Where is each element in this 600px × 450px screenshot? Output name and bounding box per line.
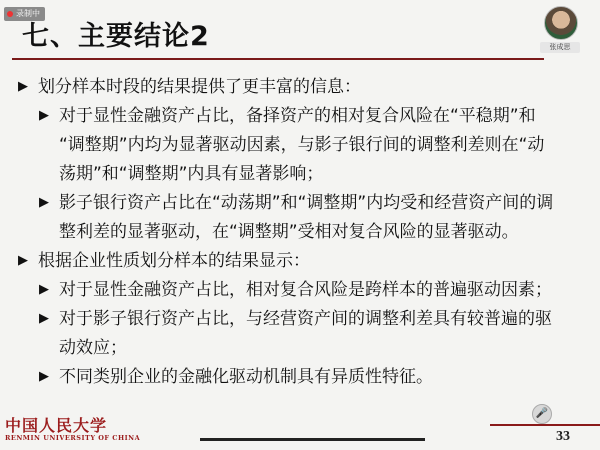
bullet-triangle-right-icon: ▶ — [39, 369, 49, 384]
bullet-text: 不同类别企业的金融化驱动机制具有异质性特征。 — [59, 367, 433, 387]
microphone-icon[interactable]: 🎤 — [532, 404, 552, 424]
bullet-triangle-right-icon: ▶ — [39, 108, 49, 123]
bullet-text: 根据企业性质划分样本的结果显示： — [38, 251, 310, 271]
playback-progress-bar[interactable] — [200, 438, 425, 441]
slide-title: 七、主要结论2 — [22, 21, 210, 52]
bullet-text-continuation: 整利差的显著驱动，在“调整期”受相对复合风险的显著驱动。 — [59, 222, 519, 242]
bullet-triangle-right-icon: ▶ — [39, 282, 49, 297]
bullet-text-continuation: 动效应； — [59, 338, 127, 358]
speaker-avatar[interactable] — [544, 6, 578, 40]
bullet-text: 划分样本时段的结果提供了更丰富的信息： — [38, 77, 361, 97]
bullet-text-continuation: “调整期”内均为显著驱动因素，与影子银行间的调整利差则在“动 — [59, 135, 545, 155]
recording-badge-label: 录制中 — [16, 9, 40, 18]
page-number: 33 — [556, 429, 570, 444]
university-logo-cn: 中国人民大学 — [5, 416, 108, 435]
title-divider — [12, 58, 544, 60]
bullet-triangle-right-icon: ▶ — [18, 253, 28, 268]
recording-dot-icon — [7, 11, 13, 17]
bullet-text-continuation: 荡期”和“调整期”内具有显著影响； — [59, 164, 324, 184]
bullet-text: 对于影子银行资产占比，与经营资产间的调整利差具有较普遍的驱 — [59, 309, 552, 329]
bullet-triangle-right-icon: ▶ — [18, 79, 28, 94]
bullet-text: 对于显性金融资产占比，相对复合风险是跨样本的普遍驱动因素； — [59, 280, 552, 300]
bullet-triangle-right-icon: ▶ — [39, 195, 49, 210]
bullet-triangle-right-icon: ▶ — [39, 311, 49, 326]
bullet-text: 影子银行资产占比在“动荡期”和“调整期”内均受和经营资产间的调 — [59, 193, 554, 213]
bullet-text: 对于显性金融资产占比，备择资产的相对复合风险在“平稳期”和 — [59, 106, 536, 126]
footer-divider — [490, 424, 600, 426]
speaker-name-label: 张成思 — [540, 42, 580, 53]
university-logo-en: RENMIN UNIVERSITY OF CHINA — [5, 434, 141, 442]
